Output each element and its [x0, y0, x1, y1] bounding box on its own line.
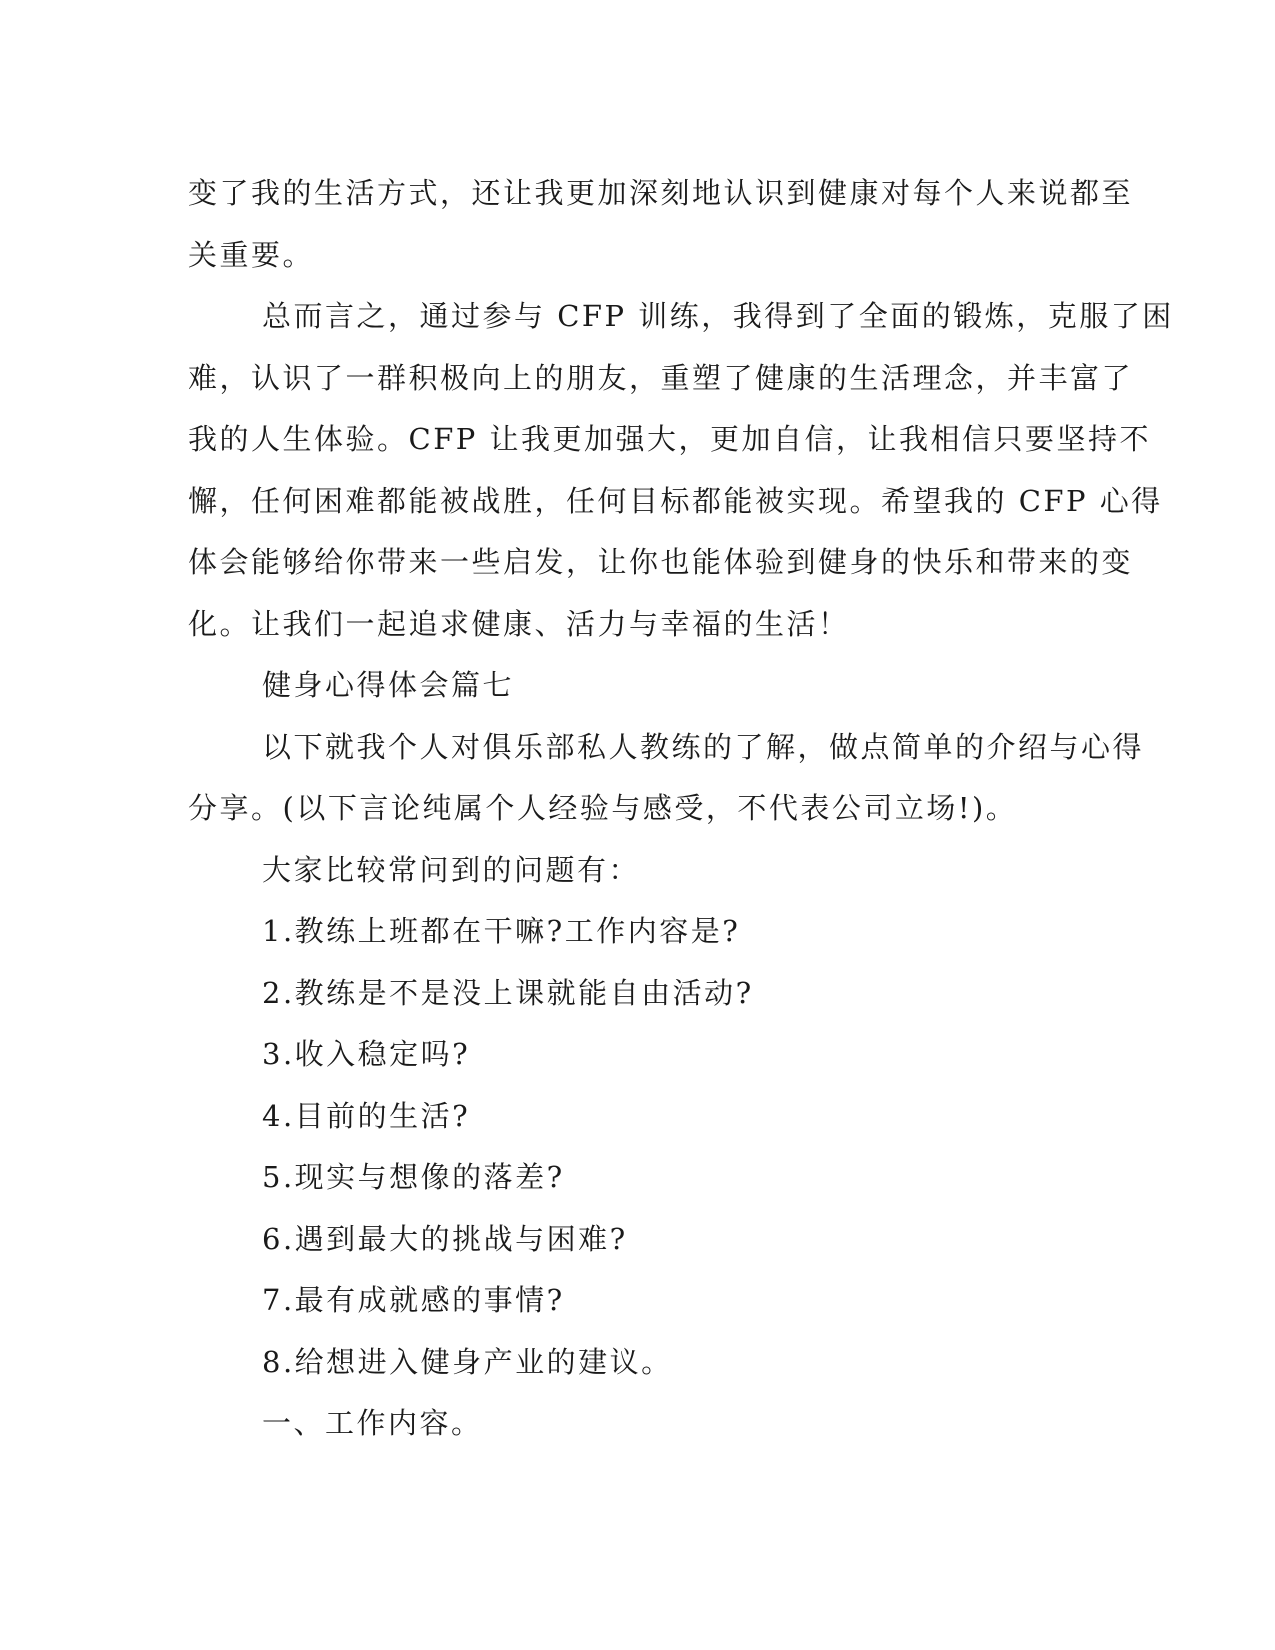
text-line: 总而言之，通过参与 CFP 训练，我得到了全面的锻炼，克服了困: [262, 299, 1174, 333]
paragraph-continuation: [188, 163, 1134, 286]
list-item: 1.教练上班都在干嘛?工作内容是?: [262, 914, 741, 948]
text-line: 关重要。: [188, 237, 315, 272]
subheading: [188, 1393, 1088, 1455]
questions-intro-text: 大家比较常问到的问题有：: [262, 852, 641, 887]
subheading-text: 一、工作内容。: [262, 1406, 483, 1440]
text-line: 变了我的生活方式，还让我更加深刻地认识到健康对每个人来说都至: [188, 176, 1134, 210]
text-line: 体会能够给你带来一些启发，让你也能体验到健身的快乐和带来的变: [188, 545, 1134, 579]
list-item: 2.教练是不是没上课就能自由活动?: [262, 975, 754, 1010]
text-line: 懈，任何困难都能被战胜，任何目标都能被实现。希望我的 CFP 心得: [188, 483, 1163, 518]
paragraph-intro: [188, 717, 1145, 840]
document-body: [188, 163, 1174, 1455]
paragraph-summary: [188, 286, 1174, 655]
list-item: 7.最有成就感的事情?: [262, 1283, 565, 1317]
questions-intro: [188, 840, 1088, 902]
list-item: 6.遇到最大的挑战与困难?: [262, 1221, 628, 1256]
question-list: [188, 901, 1088, 1393]
text-line: 难，认识了一群积极向上的朋友，重塑了健康的生活理念，并丰富了: [188, 360, 1134, 395]
section-title: [188, 655, 1088, 717]
list-item: 8.给想进入健身产业的建议。: [262, 1344, 673, 1379]
list-item: 3.收入稳定吗?: [262, 1037, 471, 1071]
text-line: 化。让我们一起追求健康、活力与幸福的生活！: [188, 606, 850, 641]
text-line: 以下就我个人对俱乐部私人教练的了解，做点简单的介绍与心得: [262, 729, 1145, 764]
text-line: 我的人生体验。CFP 让我更加强大，更加自信，让我相信只要坚持不: [188, 422, 1152, 456]
list-item: 5.现实与想像的落差?: [262, 1160, 565, 1194]
section-title-text: 健身心得体会篇七: [262, 668, 515, 702]
text-line: 分享。(以下言论纯属个人经验与感受，不代表公司立场!)。: [188, 791, 1018, 825]
list-item: 4.目前的生活?: [262, 1098, 471, 1133]
